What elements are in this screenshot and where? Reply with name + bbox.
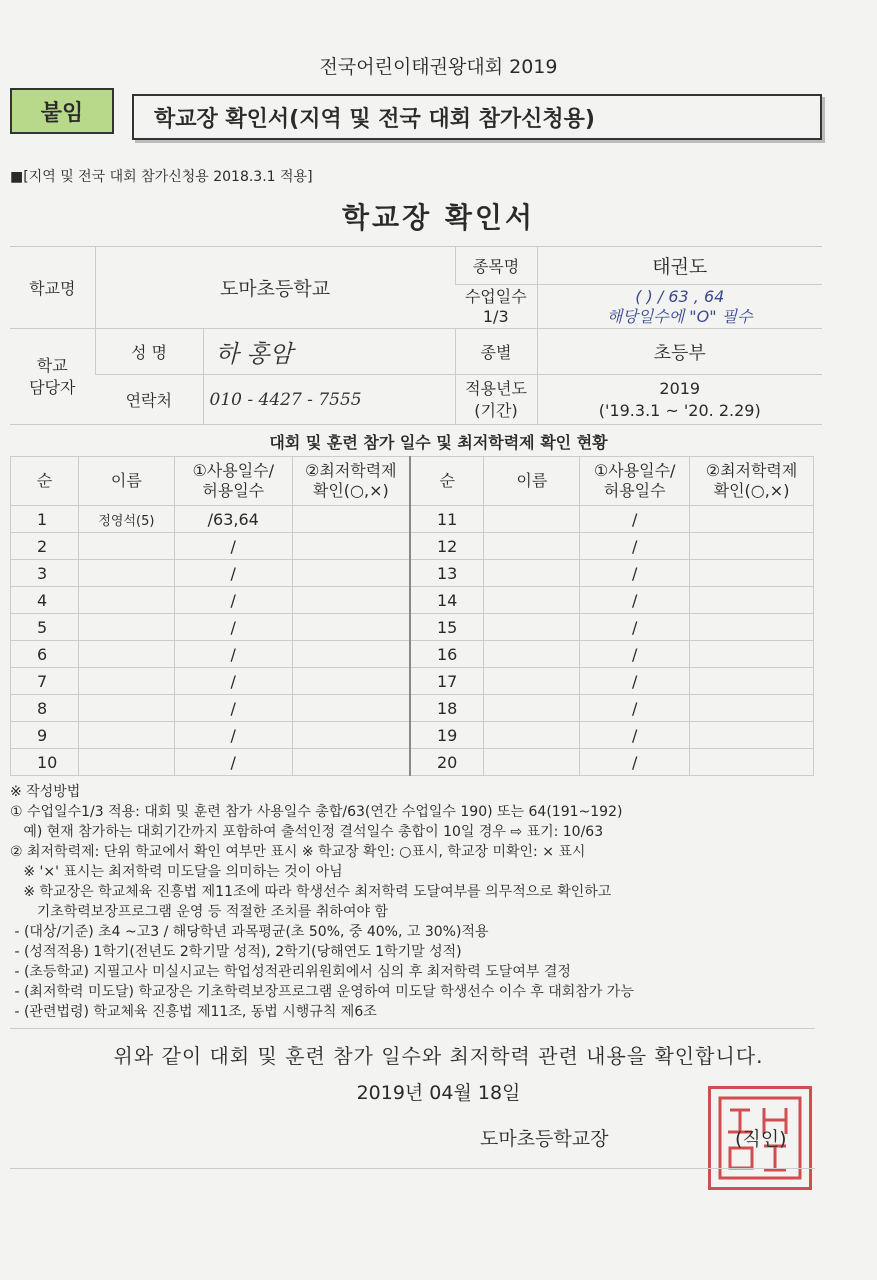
divider <box>10 1028 815 1029</box>
instruction-line: ※ 작성방법 <box>10 784 81 800</box>
cell-name <box>484 587 580 614</box>
cell-days: / <box>174 587 292 614</box>
instruction-line: - (성적적용) 1학기(전년도 2학기말 성적), 2학기(당해연도 1학기말 성적) <box>10 944 462 960</box>
cell-no: 2 <box>11 533 79 560</box>
cell-no: 5 <box>11 614 79 641</box>
cell-name <box>484 722 580 749</box>
instruction-line: - (대상/기준) 초4 ~고3 / 해당학년 과목평균(초 50%, 중 40%, 고 30%)적용 <box>10 924 489 940</box>
table-row <box>11 614 814 641</box>
cell-days: / <box>580 533 690 560</box>
event-title: 전국어린이태권왕대회 2019 <box>319 56 558 78</box>
cell-no: 17 <box>410 668 484 695</box>
school-name-label: 학교명 <box>10 247 95 329</box>
cell-min <box>292 722 410 749</box>
class-days-value: ( ) / 63 , 64 <box>635 286 725 306</box>
cell-no: 20 <box>410 749 484 776</box>
cell-name <box>78 668 174 695</box>
cell-no: 15 <box>410 614 484 641</box>
cell-min <box>292 668 410 695</box>
col-no: 순 <box>11 457 79 506</box>
instruction-line: 예) 현재 참가하는 대회기간까지 포함하여 출석인정 결석일수 총합이 10일 경우 ⇨ 표기: 10/63 <box>10 824 604 840</box>
period-range: ('19.3.1 ~ '20. 2.29) <box>598 400 761 420</box>
seal-label: (직인) <box>735 1128 787 1150</box>
col-min-1: ②최저학력제 <box>305 461 397 480</box>
cell-name: 정영석(5) <box>78 506 174 533</box>
table-row <box>11 587 814 614</box>
cell-name <box>78 641 174 668</box>
col-days-1: ①사용일수/ <box>593 461 676 480</box>
instruction-line: - (관련법령) 학교체육 진흥법 제11조, 동법 시행규칙 제6조 <box>10 1004 377 1020</box>
cell-no: 7 <box>11 668 79 695</box>
school-name-value: 도마초등학교 <box>95 247 455 329</box>
principal-title: 도마초등학교장 <box>480 1128 609 1150</box>
class-days-value-cell <box>537 285 822 329</box>
col-days-right <box>580 457 690 506</box>
col-no-right: 순 <box>410 457 484 506</box>
cell-name <box>484 695 580 722</box>
table-row <box>11 560 814 587</box>
cell-name <box>78 614 174 641</box>
cell-days: / <box>580 695 690 722</box>
cell-min <box>292 533 410 560</box>
cell-min <box>292 641 410 668</box>
cell-no: 11 <box>410 506 484 533</box>
cell-days: / <box>174 749 292 776</box>
cell-no: 12 <box>410 533 484 560</box>
cell-name <box>484 560 580 587</box>
cell-min <box>690 587 814 614</box>
period-label-1: 적용년도 <box>465 378 527 398</box>
col-name: 이름 <box>78 457 174 506</box>
cell-no: 1 <box>11 506 79 533</box>
cell-no: 14 <box>410 587 484 614</box>
applicability-note: ■[지역 및 전국 대회 참가신청용 2018.3.1 적용] <box>10 169 313 185</box>
participation-header-row <box>11 457 814 506</box>
cell-no: 9 <box>11 722 79 749</box>
divider <box>10 1168 815 1169</box>
class-days-label-1: 수업일수 <box>464 286 527 306</box>
table-row <box>11 533 814 560</box>
col-days-2: 허용일수 <box>603 481 666 500</box>
cell-no: 13 <box>410 560 484 587</box>
cell-name <box>78 749 174 776</box>
cell-days: / <box>174 668 292 695</box>
cell-days: / <box>174 722 292 749</box>
cell-no: 16 <box>410 641 484 668</box>
table-row <box>11 641 814 668</box>
category-value: 초등부 <box>537 329 822 375</box>
cell-min <box>690 722 814 749</box>
manager-name-handwritten: 하 홍암 <box>203 329 455 375</box>
instruction-line: ※ '×' 표시는 최저학력 미도달을 의미하는 것이 아님 <box>10 864 343 880</box>
cell-min <box>690 668 814 695</box>
cell-days: / <box>580 722 690 749</box>
col-min-2: 확인(○,×) <box>312 481 389 500</box>
table-row <box>11 695 814 722</box>
cell-days: / <box>580 587 690 614</box>
manager-label-1: 학교 <box>36 355 68 375</box>
cell-days: / <box>174 695 292 722</box>
cell-days: /63,64 <box>174 506 292 533</box>
cell-min <box>292 587 410 614</box>
cell-days: / <box>580 641 690 668</box>
cell-min <box>690 695 814 722</box>
cell-no: 10 <box>11 749 79 776</box>
cell-days: / <box>580 560 690 587</box>
manager-label <box>10 329 95 425</box>
col-name-right: 이름 <box>484 457 580 506</box>
cell-min <box>690 533 814 560</box>
table-row <box>11 506 814 533</box>
cell-no: 18 <box>410 695 484 722</box>
cell-name <box>484 749 580 776</box>
participation-table <box>10 456 814 776</box>
class-days-label-2: 1/3 <box>482 306 509 326</box>
issue-date: 2019년 04월 18일 <box>356 1082 521 1104</box>
instruction-line: ※ 학교장은 학교체육 진흥법 제11조에 따라 학생선수 최저학력 도달여부를 의무적으로 확인하고 <box>10 884 612 900</box>
cell-name <box>78 695 174 722</box>
instruction-line: ① 수업일수1/3 적용: 대회 및 훈련 참가 사용일수 총합/63(연간 수업일수 190) 또는 64(191~192) <box>10 804 623 820</box>
period-year: 2019 <box>659 378 701 398</box>
cell-min <box>292 695 410 722</box>
cell-days: / <box>174 641 292 668</box>
class-days-label <box>455 285 537 329</box>
col-min-2: 확인(○,×) <box>713 481 790 500</box>
cell-name <box>484 614 580 641</box>
table-row <box>11 722 814 749</box>
cell-min <box>292 560 410 587</box>
cell-no: 6 <box>11 641 79 668</box>
school-info-table <box>10 246 822 425</box>
table-row <box>11 668 814 695</box>
cell-days: / <box>580 749 690 776</box>
cell-days: / <box>580 668 690 695</box>
cell-days: / <box>580 506 690 533</box>
cell-min <box>690 506 814 533</box>
cell-name <box>484 533 580 560</box>
cell-no: 3 <box>11 560 79 587</box>
document-box-title: 학교장 확인서(지역 및 전국 대회 참가신청용) <box>132 94 822 140</box>
period-value <box>537 375 822 425</box>
cell-name <box>484 668 580 695</box>
manager-label-2: 담당자 <box>29 377 76 397</box>
instruction-line: 기초학력보장프로그램 운영 등 적절한 조치를 취하여야 함 <box>10 904 388 920</box>
col-min <box>292 457 410 506</box>
cell-no: 4 <box>11 587 79 614</box>
cell-name <box>78 722 174 749</box>
table-row <box>11 749 814 776</box>
contact-label: 연락처 <box>95 375 203 425</box>
category-label: 종별 <box>455 329 537 375</box>
page-title: 학교장 확인서 <box>341 201 536 234</box>
cell-min <box>292 506 410 533</box>
cell-no: 19 <box>410 722 484 749</box>
cell-min <box>690 614 814 641</box>
cell-name <box>78 560 174 587</box>
period-label-2: (기간) <box>474 400 518 420</box>
class-days-note: 해당일수에 "O" 필수 <box>606 306 753 326</box>
instructions <box>10 782 825 1022</box>
participation-section-title: 대회 및 훈련 참가 일수 및 최저학력제 확인 현황 <box>269 433 608 452</box>
instruction-line: - (최저학력 미도달) 학교장은 기초학력보장프로그램 운영하여 미도달 학생선수 이수 후 대회참가 가능 <box>10 984 634 1000</box>
col-min-right <box>690 457 814 506</box>
instruction-line: ② 최저학력제: 단위 학교에서 확인 여부만 표시 ※ 학교장 확인: ○표시, 학교장 미확인: × 표시 <box>10 844 586 860</box>
cell-min <box>690 560 814 587</box>
contact-handwritten: 010 - 4427 - 7555 <box>203 375 455 425</box>
col-days <box>174 457 292 506</box>
cell-days: / <box>174 560 292 587</box>
sport-label: 종목명 <box>455 247 537 285</box>
cell-days: / <box>174 614 292 641</box>
col-days-1: ①사용일수/ <box>192 461 274 480</box>
cell-min <box>292 614 410 641</box>
cell-name <box>484 641 580 668</box>
cell-name <box>78 587 174 614</box>
col-days-2: 허용일수 <box>202 481 265 500</box>
sport-value: 태권도 <box>537 247 822 285</box>
col-min-1: ②최저학력제 <box>705 461 798 480</box>
attachment-badge: 붙임 <box>10 88 114 134</box>
cell-name <box>78 533 174 560</box>
name-label: 성 명 <box>95 329 203 375</box>
cell-no: 8 <box>11 695 79 722</box>
cell-min <box>292 749 410 776</box>
cell-days: / <box>174 533 292 560</box>
period-label <box>455 375 537 425</box>
cell-min <box>690 749 814 776</box>
cell-days: / <box>580 614 690 641</box>
instruction-line: - (초등학교) 지필고사 미실시교는 학업성적관리위원회에서 심의 후 최저학력 도달여부 결정 <box>10 964 571 980</box>
cell-name <box>484 506 580 533</box>
cell-min <box>690 641 814 668</box>
confirmation-statement: 위와 같이 대회 및 훈련 참가 일수와 최저학력 관련 내용을 확인합니다. <box>113 1044 764 1068</box>
